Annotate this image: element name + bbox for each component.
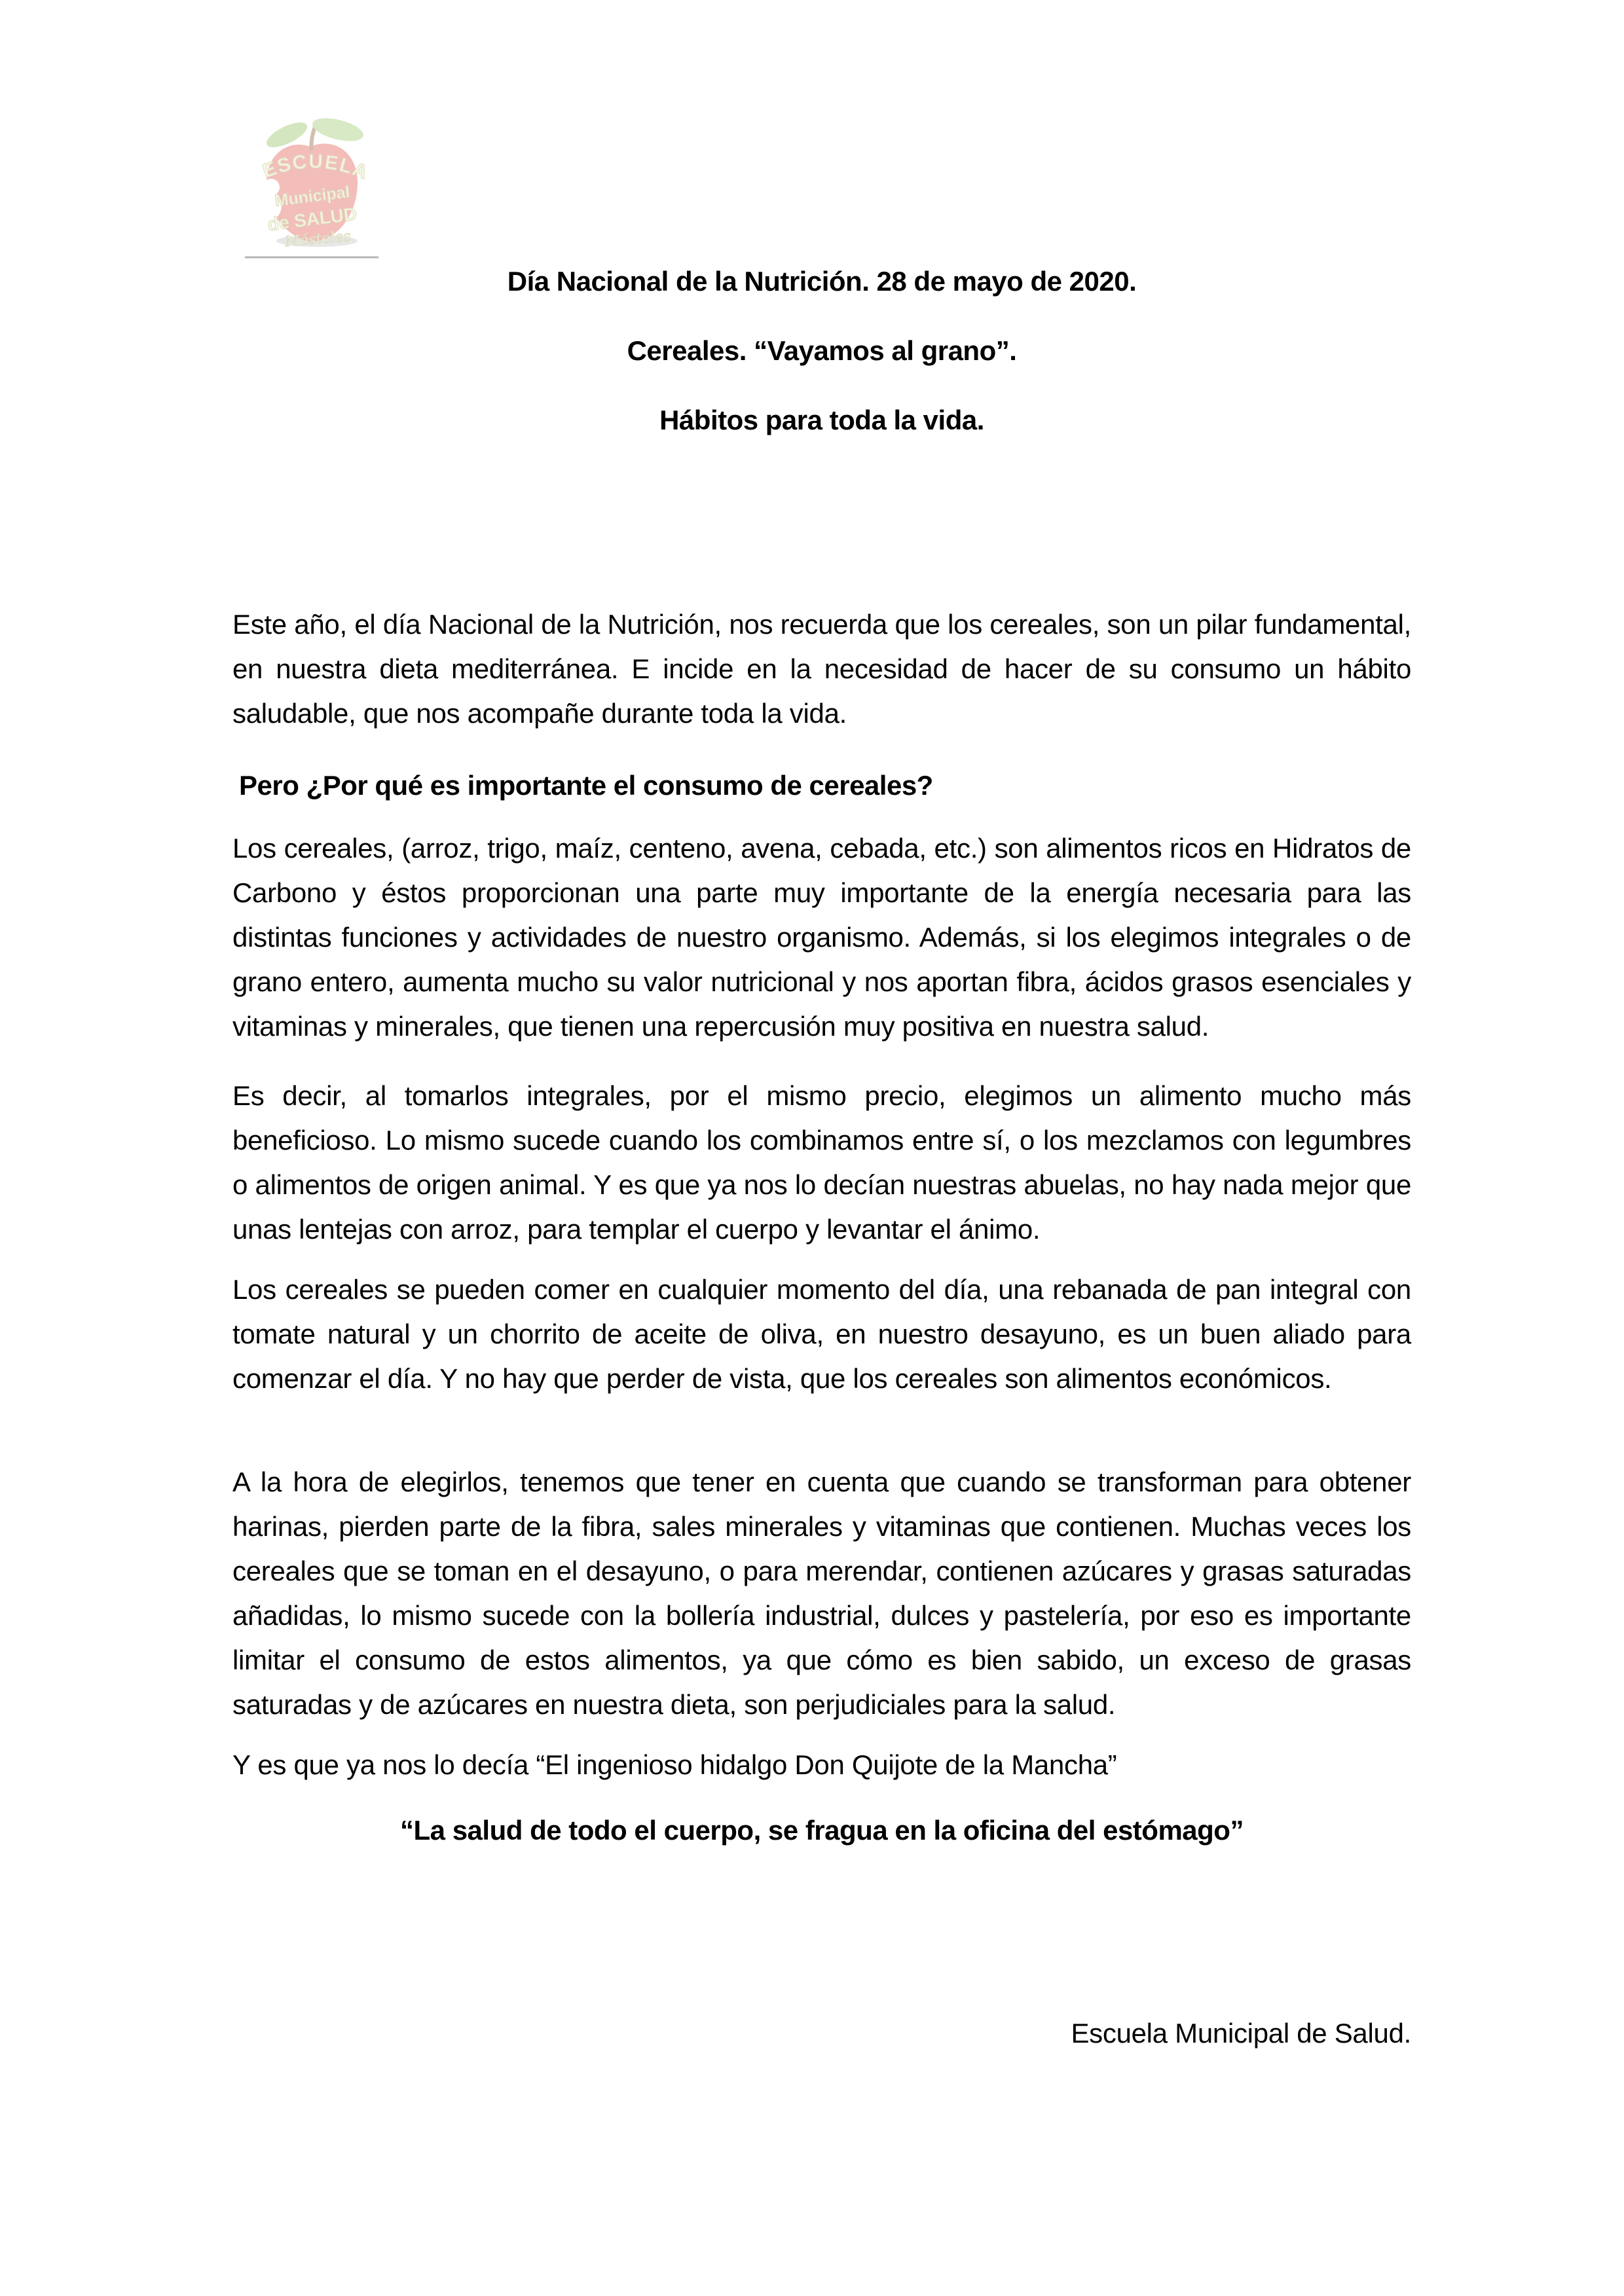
question-heading: Pero ¿Por qué es importante el consumo de cereales? <box>239 770 933 801</box>
logo-word-escuela: ESCUELA <box>259 151 372 184</box>
school-logo <box>245 113 378 259</box>
apple-logo-icon <box>245 113 378 259</box>
quote-intro-line: Y es que ya nos lo decía “El ingenioso hidalgo Don Quijote de la Mancha” <box>232 1749 1117 1780</box>
paragraph-anytime: Los cereales se pueden comer en cualquier momento del día, una rebanada de pan integral con tomate natural y un chorrito de aceite de oliva, en nuestro desayuno, es un buen aliado para comenzar el día. Y no hay que perder de vista, que los cereales son alimentos económicos. <box>232 1274 1411 1394</box>
paragraph-choosing: A la hora de elegirlos, tenemos que tener en cuenta que cuando se transforman para obtener harinas, pierden parte de la fibra, sales minerales y vitaminas que contienen. Muchas veces los cereales que se toman en el desayuno, o para merendar, contienen azúcares y grasas saturadas añadidas, lo mismo sucede con la bollería industrial, dulces y pastelería, por eso es importante limitar el consumo de estos alimentos, ya que cómo es bien sabido, un exceso de grasas saturadas y de azúcares en nuestra dieta, son perjudiciales para la salud. <box>232 1467 1411 1720</box>
title-line-2: Cereales. “Vayamos al grano”. <box>627 335 1017 366</box>
paragraph-cereals-rich: Los cereales, (arroz, trigo, maíz, centeno, avena, cebada, etc.) son alimentos ricos en Hidratos de Carbono y éstos proporcionan una parte muy importante de la energía necesaria para las distintas funciones y actividades de nuestro organismo. Además, si los elegimos integrales o de grano entero, aumenta mucho su valor nutricional y nos aportan fibra, ácidos grasos esenciales y vitaminas y minerales, que tienen una repercusión muy positiva en nuestra salud. <box>232 833 1411 1042</box>
title-line-3: Hábitos para toda la vida. <box>659 405 984 435</box>
title-line-1: Día Nacional de la Nutrición. 28 de mayo de 2020. <box>507 266 1137 297</box>
paragraph-integrales: Es decir, al tomarlos integrales, por el mismo precio, elegimos un alimento mucho más beneficioso. Lo mismo sucede cuando los combinamos entre sí, o los mezclamos con legumbres o alimentos de origen animal. Y es que ya nos lo decían nuestras abuelas, no hay nada mejor que unas lentejas con arroz, para templar el cuerpo y levantar el ánimo. <box>232 1080 1411 1245</box>
logo-word-de-salud: de SALUD <box>267 203 358 235</box>
logo-word-mostoles: Móstoles <box>284 228 352 251</box>
logo-word-municipal: Municipal <box>274 183 351 210</box>
paragraph-intro: Este año, el día Nacional de la Nutrición, nos recuerda que los cereales, son un pilar fundamental, en nuestra dieta mediterránea. E incide en la necesidad de hacer de su consumo un hábito saludable, que nos acompañe durante toda la vida. <box>232 609 1411 729</box>
quote-bold-line: “La salud de todo el cuerpo, se fragua en la oficina del estómago” <box>400 1815 1244 1846</box>
signature-line: Escuela Municipal de Salud. <box>1071 2018 1411 2049</box>
